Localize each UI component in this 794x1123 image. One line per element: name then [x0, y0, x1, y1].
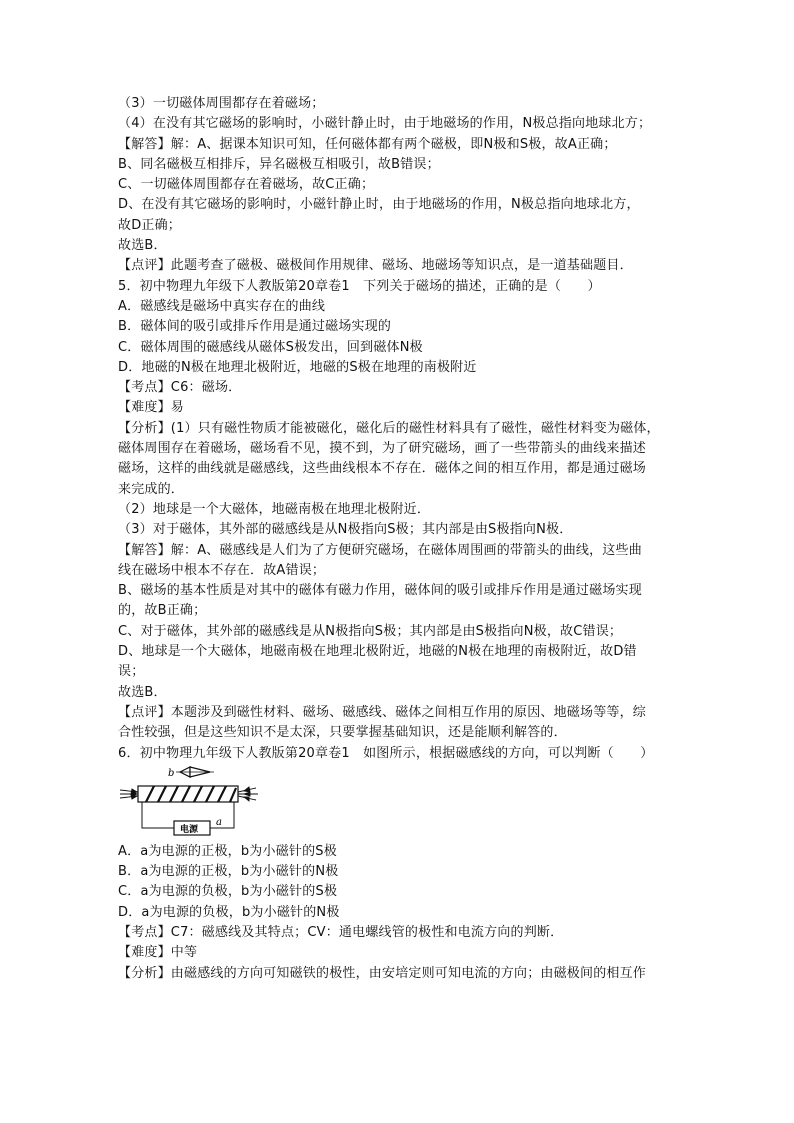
text-line: （2）地球是一个大磁体，地磁南极在地理北极附近．	[118, 501, 431, 517]
text-line: C．a为电源的负极，b为小磁针的S极	[118, 884, 338, 900]
solenoid-diagram	[118, 766, 268, 840]
content-block	[118, 94, 680, 984]
text-line: A．a为电源的正极，b为小磁针的S极	[118, 843, 337, 859]
text-line: 【点评】此题考查了磁极、磁极间作用规律、磁场、地磁场等知识点，是一道基础题目．	[118, 258, 633, 274]
solenoid	[138, 786, 238, 802]
text-line: 6．初中物理九年级下人教版第20章卷1 如图所示，根据磁感线的方向，可以判断（ ）	[118, 745, 654, 761]
text-line: 故选B．	[118, 684, 167, 700]
text-line: D．a为电源的负极，b为小磁针的N极	[118, 904, 340, 920]
text-lines-bottom	[118, 842, 680, 984]
text-line: （4）在没有其它磁场的影响时，小磁针静止时，由于地磁场的作用，N极总指向地球北方；	[118, 116, 652, 132]
text-line: 5．初中物理九年级下人教版第20章卷1 下列关于磁场的描述，正确的是（ ）	[118, 278, 601, 294]
text-line: 【解答】解：A、磁感线是人们为了方便研究磁场，在磁体周围画的带箭头的曲线，这些曲	[118, 542, 642, 558]
text-line: 【点评】本题涉及到磁性材料、磁场、磁感线、磁体之间相互作用的原因、地磁场等等，综	[118, 704, 647, 720]
text-line: 来完成的．	[118, 481, 185, 497]
text-line: 合性较强，但是这些知识不是太深，只要掌握基础知识，还是能顺利解答的．	[118, 725, 567, 741]
text-line: 【解答】解：A、据课本知识可知，任何磁体都有两个磁极，即N极和S极，故A正确；	[118, 136, 617, 152]
label-a: a	[216, 816, 222, 828]
text-line: 【分析】(1）只有磁性物质才能被磁化，磁化后的磁性材料具有了磁性，磁性材料变为磁体，	[118, 420, 660, 436]
text-line: 【难度】中等	[118, 945, 198, 961]
label-b: b	[168, 767, 175, 779]
text-line: 磁体周围存在着磁场，磁场看不见，摸不到，为了研究磁场，画了一些带箭头的曲线来描述	[118, 441, 647, 457]
text-line: 【分析】由磁感线的方向可知磁铁的极性，由安培定则可知电流的方向；由磁极间的相互作	[118, 965, 647, 981]
text-line: （3）一切磁体周围都存在着磁场；	[118, 96, 325, 111]
text-line: 的，故B正确；	[118, 603, 207, 619]
text-line: D．地磁的N极在地理北极附近，地磁的S极在地理的南极附近	[118, 359, 477, 375]
text-line: A．磁感线是磁场中真实存在的曲线	[118, 298, 326, 314]
text-line: 故选B．	[118, 238, 167, 254]
text-line: 磁场，这样的曲线就是磁感线，这些曲线根本不存在．磁体之间的相互作用，都是通过磁场	[118, 461, 647, 477]
compass-needle	[176, 767, 214, 777]
text-line: B、磁场的基本性质是对其中的磁体有磁力作用，磁体间的吸引或排斥作用是通过磁场实现	[118, 583, 642, 599]
text-line: 【考点】C6：磁场．	[118, 380, 242, 396]
text-line: B．a为电源的正极，b为小磁针的N极	[118, 864, 339, 880]
text-line: 误；	[118, 664, 145, 680]
text-line: B．磁体间的吸引或排斥作用是通过磁场实现的	[118, 319, 392, 335]
text-line: B、同名磁极互相排斥，异名磁极互相吸引，故B错误；	[118, 156, 440, 172]
text-line: C．磁体周围的磁感线从磁体S极发出，回到磁体N极	[118, 339, 423, 355]
text-line: 【考点】C7：磁感线及其特点；CV：通电螺线管的极性和电流方向的判断．	[118, 924, 564, 940]
text-lines-top	[118, 94, 680, 764]
text-line: 故D正确；	[118, 217, 182, 233]
text-line: （3）对于磁体，其外部的磁感线是从N极指向S极；其内部是由S极指向N极．	[118, 522, 573, 538]
text-line: 线在磁场中根本不存在．故A错误；	[118, 562, 326, 578]
text-line: 【难度】易	[118, 400, 185, 416]
power-source-label: 电源	[180, 824, 199, 835]
text-line: D、在没有其它磁场的影响时，小磁针静止时，由于地磁场的作用，N极总指向地球北方，	[118, 197, 640, 213]
text-line: C、对于磁体，其外部的磁感线是从N极指向S极；其内部是由S极指向N极，故C错误；	[118, 623, 623, 639]
solenoid-figure	[118, 766, 680, 840]
text-line: C、一切磁体周围都存在着磁场，故C正确；	[118, 177, 375, 193]
text-line: D、地球是一个大磁体，地磁南极在地理北极附近，地磁的N极在地理的南极附近，故D错	[118, 644, 637, 660]
